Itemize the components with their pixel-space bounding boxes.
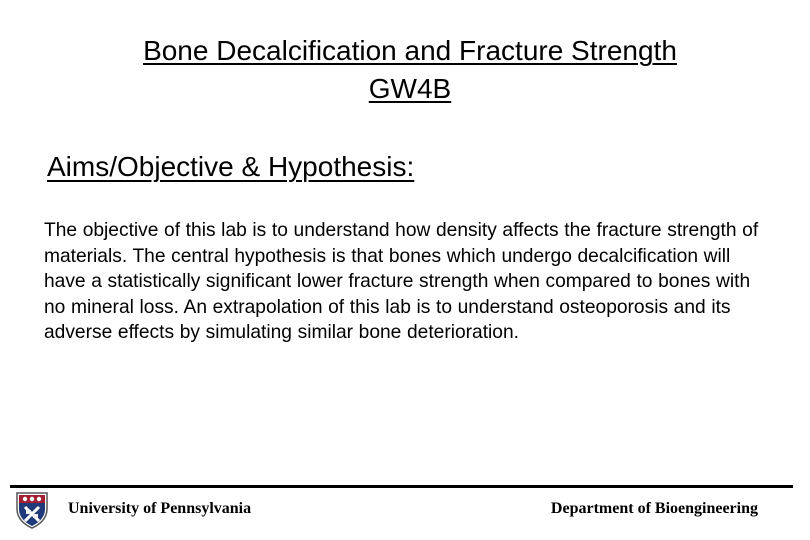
footer-university: University of Pennsylvania bbox=[68, 500, 252, 517]
slide-title-line-2: GW4B bbox=[368, 73, 452, 104]
slide-title bbox=[40, 32, 780, 108]
footer-divider bbox=[10, 485, 793, 488]
section-heading: Aims/Objective & Hypothesis: bbox=[47, 151, 415, 182]
slide-title-line-1: Bone Decalcification and Fracture Strength bbox=[143, 35, 677, 66]
penn-shield-icon bbox=[15, 491, 49, 529]
body-paragraph: The objective of this lab is to understand how density affects the fracture strength of materials. The central hypothesis is that bones which undergo decalcification will have a statistically significant lower fracture strength when compared to bones with no mineral loss. An extrapolation of this lab is to understand osteoporosis and its adverse effects by simulating similar bone deterioration. bbox=[44, 220, 759, 344]
footer-department: Department of Bioengineering bbox=[550, 500, 758, 517]
